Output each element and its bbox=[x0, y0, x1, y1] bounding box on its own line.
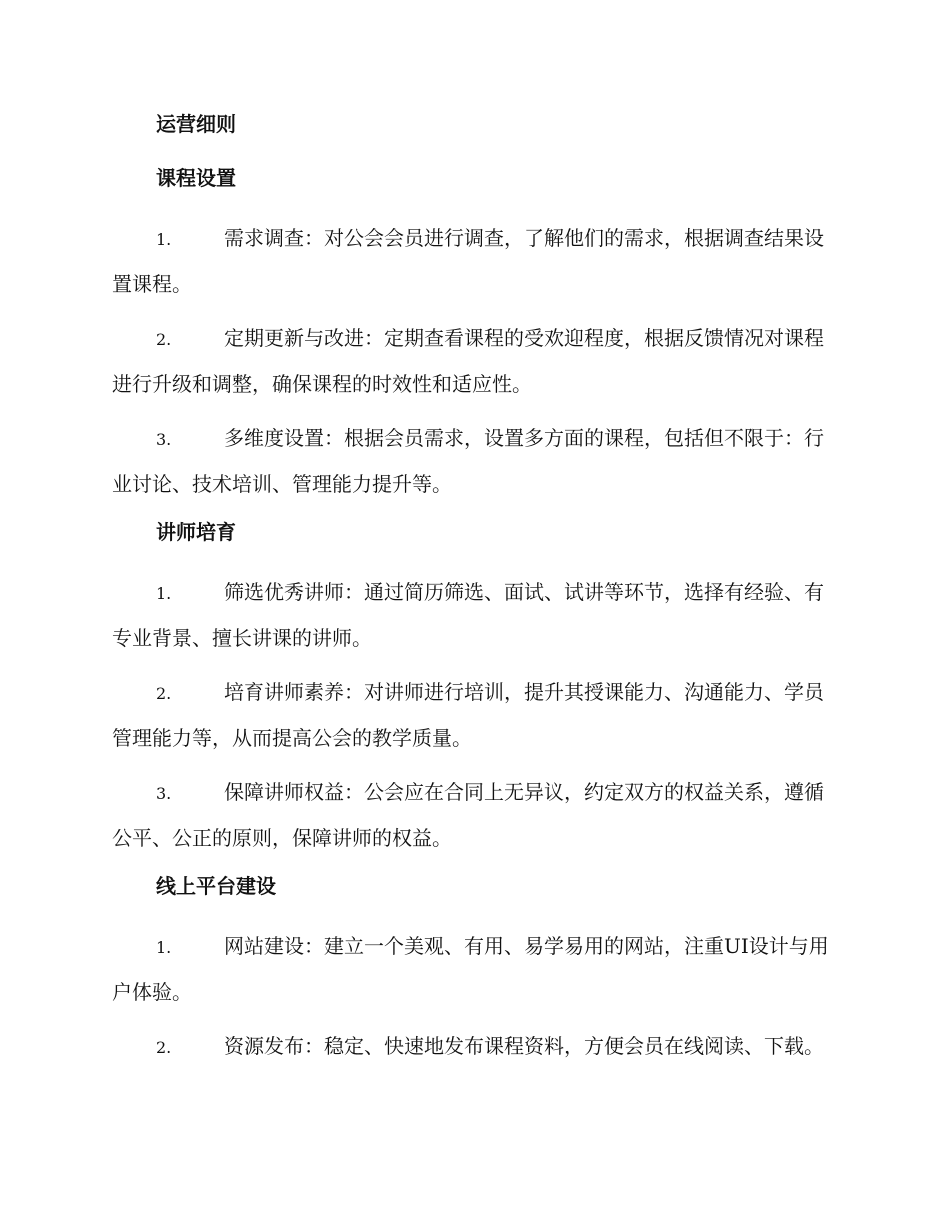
item-number: 1. bbox=[156, 584, 172, 603]
list-item bbox=[112, 924, 834, 1014]
list-item bbox=[112, 670, 834, 760]
section-heading: 讲师培育 bbox=[156, 520, 236, 544]
item-number: 1. bbox=[156, 938, 172, 957]
item-text: 保障讲师权益：公会应在合同上无异议，约定双方的权益关系，遵循公平、公正的原则，保障讲师的权益。 bbox=[112, 780, 824, 850]
document-title: 运营细则 bbox=[156, 112, 236, 136]
item-text: 培育讲师素养：对讲师进行培训，提升其授课能力、沟通能力、学员管理能力等，从而提高公会的教学质量。 bbox=[112, 680, 824, 750]
section-heading: 线上平台建设 bbox=[156, 874, 276, 898]
section-course-setup bbox=[112, 162, 834, 506]
item-number: 1. bbox=[156, 230, 172, 249]
section-heading: 课程设置 bbox=[156, 166, 236, 190]
item-number: 2. bbox=[156, 684, 172, 703]
item-text: 定期更新与改进：定期查看课程的受欢迎程度，根据反馈情况对课程进行升级和调整，确保课程的时效性和适应性。 bbox=[112, 326, 824, 396]
item-text: 需求调查：对公会会员进行调查，了解他们的需求，根据调查结果设置课程。 bbox=[112, 226, 824, 296]
section-lecturer-training bbox=[112, 516, 834, 860]
list-item bbox=[112, 316, 834, 406]
section-online-platform bbox=[112, 870, 834, 1070]
item-number: 2. bbox=[156, 330, 172, 349]
item-text: 资源发布：稳定、快速地发布课程资料，方便会员在线阅读、下载。 bbox=[224, 1034, 824, 1058]
list-item bbox=[112, 770, 834, 860]
list-item bbox=[112, 416, 834, 506]
list-item bbox=[112, 570, 834, 660]
list-item bbox=[112, 1024, 834, 1070]
item-text: 筛选优秀讲师：通过简历筛选、面试、试讲等环节，选择有经验、有专业背景、擅长讲课的讲师。 bbox=[112, 580, 824, 650]
item-number: 3. bbox=[156, 430, 172, 449]
item-text: 网站建设：建立一个美观、有用、易学易用的网站，注重UI设计与用户体验。 bbox=[112, 934, 829, 1004]
item-number: 3. bbox=[156, 784, 172, 803]
item-text: 多维度设置：根据会员需求，设置多方面的课程，包括但不限于：行业讨论、技术培训、管理能力提升等。 bbox=[112, 426, 824, 496]
document-page bbox=[112, 108, 834, 1080]
list-item bbox=[112, 216, 834, 306]
item-number: 2. bbox=[156, 1038, 172, 1057]
